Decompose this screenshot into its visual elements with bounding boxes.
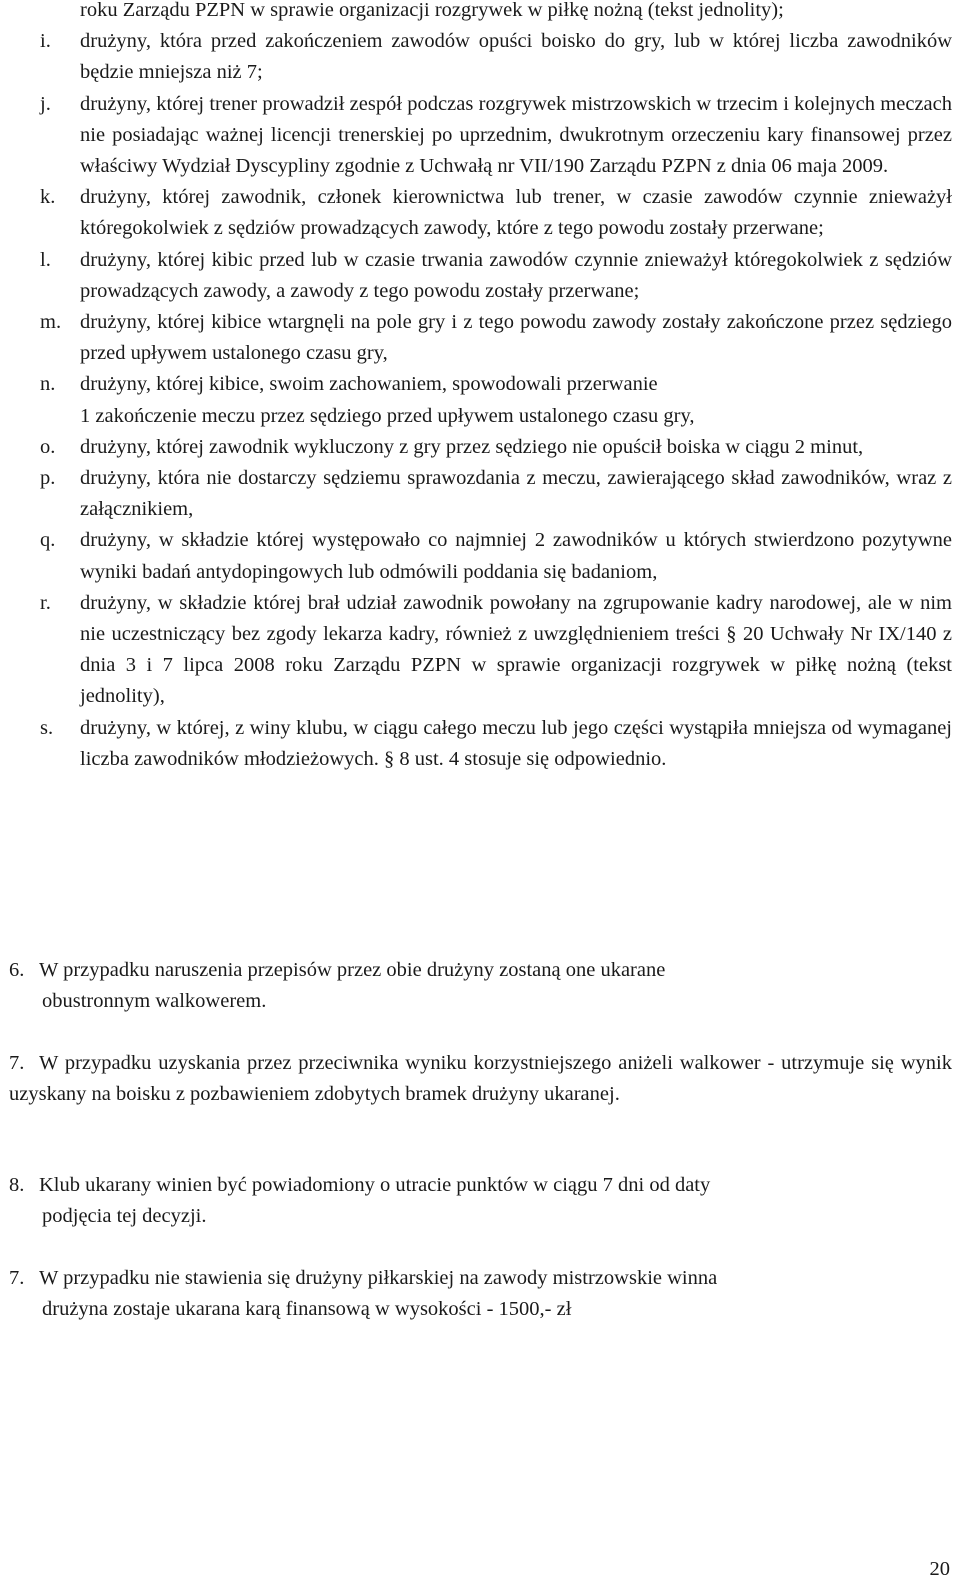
list-marker: m. (40, 311, 62, 334)
paragraph-text-line1: W przypadku naruszenia przepisów przez obie drużyny zostaną one ukarane (39, 959, 666, 981)
list-marker: i. (40, 30, 51, 53)
list-item-i (40, 26, 952, 88)
list-item-o (40, 432, 952, 463)
list-item-l (40, 245, 952, 307)
list-item-text: drużyny, której trener prowadził zespół podczas rozgrywek mistrzowskich w trzecim i kolejnych meczach nie posiadając ważnej licencji trenerskiej po uprzednim, dwukrotnym orzeczeniu kary finansowej przez właściwy Wydział Dyscypliny zgodnie z Uchwałą nr VII/190 Zarządu PZPN z dnia 06 maja 2009. (80, 92, 952, 178)
paragraph-number: 6. (9, 959, 25, 981)
list-item-s (40, 713, 952, 775)
list-item-j (40, 89, 952, 183)
list-item-text: drużyny, której zawodnik, członek kierownictwa lub trener, w czasie zawodów czynnie znieważył któregokolwiek z sędziów prowadzących zawody, które z tego powodu zostały przerwane; (80, 186, 952, 240)
list-item-n (40, 369, 952, 431)
paragraph-number: 8. (9, 1174, 25, 1196)
list-item-text: roku Zarządu PZPN w sprawie organizacji rozgrywek w piłkę nożną (tekst jednolity); (80, 0, 784, 21)
list-item-m (40, 307, 952, 369)
list-item-text: drużyny, która nie dostarczy sędziemu sprawozdania z meczu, zawierającego skład zawodników, wraz z załącznikiem, (80, 467, 952, 521)
paragraph-text-line1: W przypadku nie stawienia się drużyny piłkarskiej na zawody mistrzowskie winna (39, 1267, 718, 1289)
list-item-k (40, 182, 952, 244)
list-marker: j. (40, 92, 51, 115)
page-number: 20 (929, 1557, 950, 1580)
list-marker: o. (40, 435, 56, 458)
paragraph-text-line2: obustronnym walkowerem. (42, 990, 267, 1013)
list-item-p (40, 463, 952, 525)
numbered-paragraph-7b (9, 1263, 952, 1325)
list-item-q (40, 525, 952, 587)
list-item-continuation (40, 0, 952, 26)
numbered-paragraph-7a (9, 1048, 952, 1110)
list-marker: s. (40, 716, 54, 739)
list-item-r (40, 588, 952, 713)
paragraph-text-line2: drużyna zostaje ukarana karą finansową w wysokości - 1500,- zł (42, 1298, 572, 1321)
list-item-text-line2: 1 zakończenie meczu przez sędziego przed upływem ustalonego czasu gry, (80, 404, 695, 427)
list-item-text: drużyny, w składzie której brał udział zawodnik powołany na zgrupowanie kadry narodowej, ale w nim nie uczestniczący bez zgody lekarza kadry, również z uwzględnieniem treści § 20 Uchwały Nr IX/140 z dnia 3 i 7 lipca 2008 roku Zarządu PZPN w sprawie organizacji rozgrywek w piłkę nożną (tekst jednolity), (80, 591, 952, 708)
paragraph-text-line1: Klub ukarany winien być powiadomiony o utracie punktów w ciągu 7 dni od daty (39, 1174, 711, 1196)
paragraph-number: 7. (9, 1052, 25, 1074)
list-item-text: drużyny, w składzie której występowało co najmniej 2 zawodników u których stwierdzono pozytywne wyniki badań antydopingowych lub odmówili poddania się badaniom, (80, 529, 952, 583)
list-marker: q. (40, 529, 56, 552)
list-marker: l. (40, 248, 51, 271)
list-item-text-line1: drużyny, której kibice, swoim zachowaniem, spowodowali przerwanie (80, 373, 658, 396)
paragraph-text-line2: podjęcia tej decyzji. (42, 1205, 207, 1228)
lettered-list (40, 0, 952, 775)
list-marker: p. (40, 467, 56, 490)
list-marker: r. (40, 591, 51, 614)
list-marker: k. (40, 186, 56, 209)
numbered-paragraph-8 (9, 1170, 952, 1232)
numbered-paragraph-6 (9, 955, 952, 1017)
list-item-text: drużyny, której zawodnik wykluczony z gry przez sędziego nie opuścił boiska w ciągu 2 minut, (80, 435, 864, 458)
list-item-text: drużyny, której kibic przed lub w czasie trwania zawodów czynnie znieważył któregokolwiek z sędziów prowadzących zawody, a zawody z tego powodu zostały przerwane; (80, 248, 952, 302)
list-item-text: drużyny, której kibice wtargnęli na pole gry i z tego powodu zawody zostały zakończone przez sędziego przed upływem ustalonego czasu gry, (80, 311, 952, 365)
paragraph-number: 7. (9, 1267, 25, 1289)
list-marker: n. (40, 373, 56, 396)
list-item-text: drużyny, w której, z winy klubu, w ciągu całego meczu lub jego części wystąpiła mniejsza od wymaganej liczba zawodników młodzieżowych. § 8 ust. 4 stosuje się odpowiednio. (80, 716, 952, 770)
paragraph-text: W przypadku uzyskania przez przeciwnika wyniku korzystniejszego aniżeli walkower - utrzymuje się wynik uzyskany na boisku z pozbawieniem zdobytych bramek drużyny ukaranej. (9, 1052, 952, 1106)
list-item-text: drużyny, która przed zakończeniem zawodów opuści boisko do gry, lub w której liczba zawodników będzie mniejsza niż 7; (80, 30, 952, 84)
